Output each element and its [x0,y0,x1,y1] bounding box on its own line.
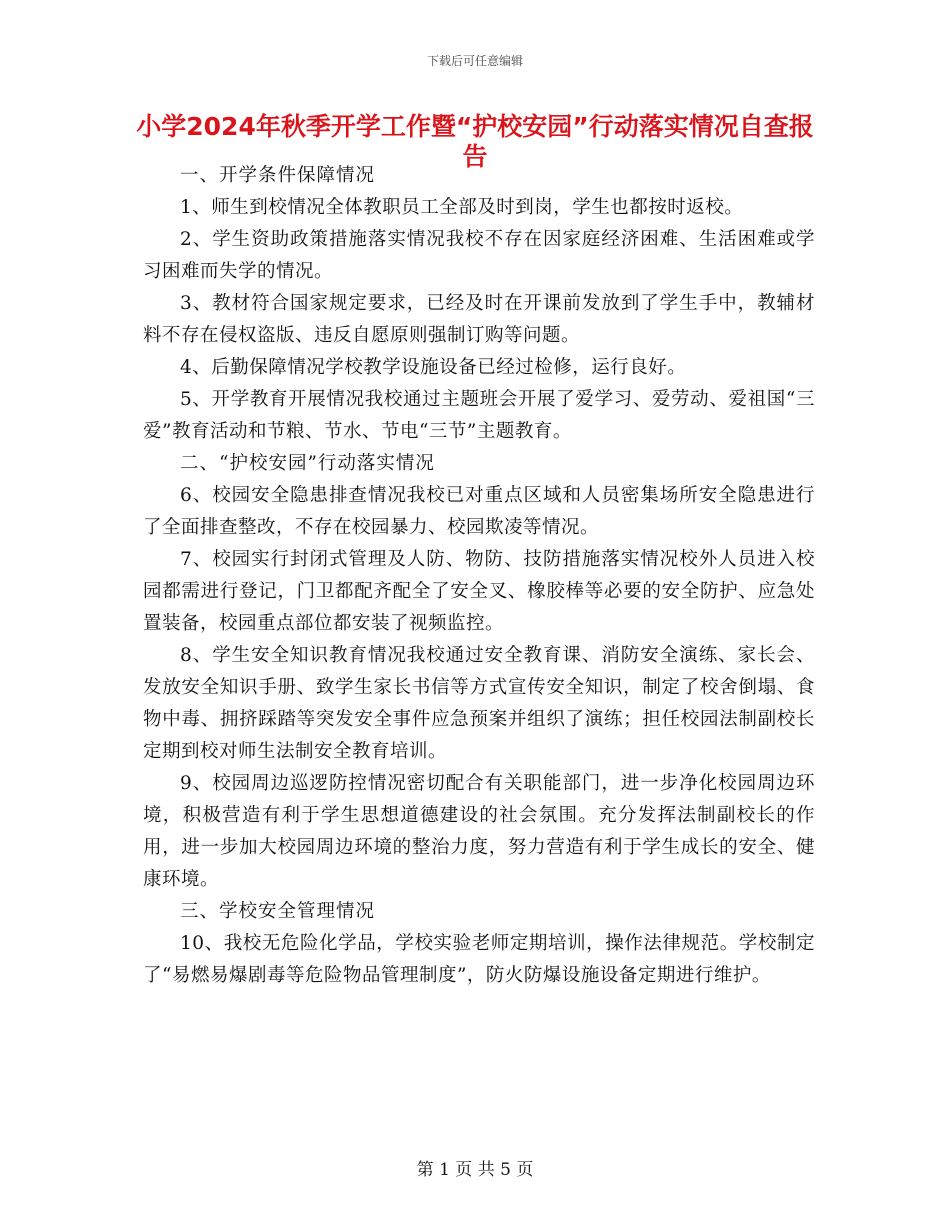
document-body [143,160,815,992]
paragraph-item-8: 8、学生安全知识教育情况我校通过安全教育课、消防安全演练、家长会、发放安全知识手册、致学生家长书信等方式宣传安全知识，制定了校舍倒塌、食物中毒、拥挤踩踏等突发安全事件应急预案并组织了演练；担任校园法制副校长定期到校对师生法制安全教育培训。 [143,645,815,762]
paragraph-item-2: 2、学生资助政策措施落实情况我校不存在因家庭经济困难、生活困难或学习困难而失学的情况。 [143,229,815,282]
page-footer: 第 1 页 共 5 页 [416,1160,534,1180]
paragraph-item-4: 4、后勤保障情况学校教学设施设备已经过检修，运行良好。 [180,357,687,378]
paragraph-item-10: 10、我校无危险化学品，学校实验老师定期培训，操作法律规范。学校制定了“易燃易爆剧毒等危险物品管理制度”，防火防爆设施设备定期进行维护。 [143,933,815,986]
header-note: 下载后可任意编辑 [426,54,523,68]
section-heading-3: 三、学校安全管理情况 [180,901,376,922]
paragraph-item-5: 5、开学教育开展情况我校通过主题班会开展了爱学习、爱劳动、爱祖国“三爱”教育活动和节粮、节水、节电“三节”主题教育。 [143,389,815,442]
section-heading-2: 二、“护校安园”行动落实情况 [180,453,435,474]
paragraph-item-7: 7、校园实行封闭式管理及人防、物防、技防措施落实情况校外人员进入校园都需进行登记，门卫都配齐配全了安全叉、橡胶棒等必要的安全防护、应急处置装备，校园重点部位都安装了视频监控。 [143,549,815,634]
document-title: 小学2024年秋季开学工作暨“护校安园”行动落实情况自查报告 [136,112,814,171]
section-heading-1: 一、开学条件保障情况 [180,165,376,186]
paragraph-item-1: 1、师生到校情况全体教职员工全部及时到岗，学生也都按时返校。 [180,197,744,218]
paragraph-item-6: 6、校园安全隐患排查情况我校已对重点区域和人员密集场所安全隐患进行了全面排查整改，不存在校园暴力、校园欺凌等情况。 [143,485,815,538]
paragraph-item-3: 3、教材符合国家规定要求，已经及时在开课前发放到了学生手中，教辅材料不存在侵权盗版、违反自愿原则强制订购等问题。 [143,293,815,346]
paragraph-item-9: 9、校园周边巡逻防控情况密切配合有关职能部门，进一步净化校园周边环境，积极营造有利于学生思想道德建设的社会氛围。充分发挥法制副校长的作用，进一步加大校园周边环境的整治力度，努力营造有利于学生成长的安全、健康环境。 [143,773,815,890]
